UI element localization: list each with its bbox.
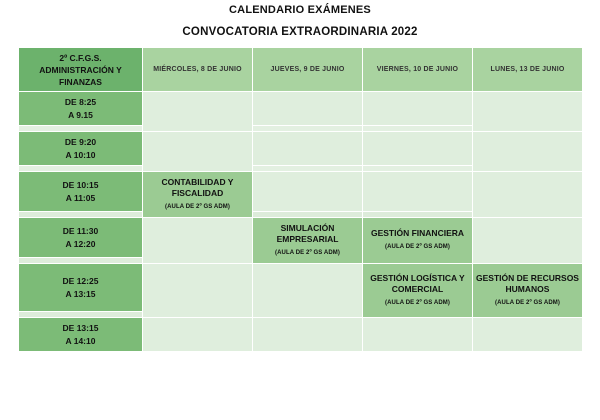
cell-day4-slot4	[473, 218, 583, 264]
cell-day1-slot4	[143, 218, 253, 264]
time-slot-6	[19, 318, 143, 352]
time-slot-1-from: DE 8:25	[64, 96, 97, 107]
cell-day2-slot6	[253, 318, 363, 352]
cell-day4-slot3	[473, 172, 583, 218]
exam-recursos-humanos-room: (AULA DE 2º GS ADM)	[495, 299, 560, 306]
header-day-1: MIÉRCOLES, 8 DE JUNIO	[143, 48, 253, 92]
exam-calendar-table	[18, 47, 583, 352]
table-row	[19, 132, 583, 166]
time-slot-6-from: DE 13:15	[62, 322, 99, 333]
exam-contabilidad-y-fiscalidad	[143, 172, 253, 218]
cell-day3-slot6	[363, 318, 473, 352]
cell-day2-slot1	[253, 92, 363, 126]
table-row	[19, 264, 583, 312]
time-slot-3-to: A 11:05	[65, 192, 96, 203]
time-slot-5-from: DE 12:25	[62, 275, 99, 286]
time-slot-1-to: A 9.15	[68, 109, 93, 120]
cell-day1-slot1	[143, 92, 253, 132]
cell-day2-slot3	[253, 172, 363, 212]
time-slot-5-to: A 13:15	[65, 288, 96, 299]
cell-day4-slot1	[473, 92, 583, 132]
cell-day1-slot5	[143, 264, 253, 318]
time-slot-4	[19, 218, 143, 258]
exam-gestion-logistica-room: (AULA DE 2º GS ADM)	[385, 299, 450, 306]
header-day-3: VIERNES, 10 DE JUNIO	[363, 48, 473, 92]
time-slot-2-to: A 10:10	[65, 149, 96, 160]
time-slot-1	[19, 92, 143, 126]
table-row	[19, 92, 583, 126]
table-row	[19, 318, 583, 352]
header-course-title: 2º C.F.G.S. ADMINISTRACIÓN Y FINANZAS	[19, 48, 143, 92]
cell-day1-slot6	[143, 318, 253, 352]
table-row	[19, 218, 583, 258]
exam-contabilidad-name: CONTABILIDAD Y FISCALIDAD	[161, 176, 234, 198]
cell-day2-slot2	[253, 132, 363, 166]
exam-gestion-financiera-name: GESTIÓN FINANCIERA	[370, 228, 465, 238]
time-slot-3	[19, 172, 143, 212]
time-slot-6-to: A 14:10	[65, 335, 96, 346]
calendar-table-wrapper	[0, 47, 600, 352]
cell-day1-slot2	[143, 132, 253, 172]
cell-day3-slot2	[363, 132, 473, 166]
exam-gestion-logistica-name: GESTIÓN LOGÍSTICA Y COMERCIAL	[370, 272, 465, 294]
header-day-2: JUEVES, 9 DE JUNIO	[253, 48, 363, 92]
cell-day3-slot1	[363, 92, 473, 126]
time-slot-3-from: DE 10:15	[62, 179, 99, 190]
exam-gestion-financiera	[363, 218, 473, 264]
table-header-row	[19, 48, 583, 92]
cell-day4-slot6	[473, 318, 583, 352]
page-title: CALENDARIO EXÁMENES	[229, 4, 371, 16]
time-slot-2	[19, 132, 143, 166]
time-slot-5	[19, 264, 143, 312]
exam-gestion-logistica-y-comercial	[363, 264, 473, 318]
page-subtitle: CONVOCATORIA EXTRAORDINARIA 2022	[182, 26, 418, 38]
exam-simulacion-empresarial	[253, 218, 363, 264]
exam-simulacion-room: (AULA DE 2º GS ADM)	[275, 249, 340, 256]
time-slot-4-to: A 12:20	[65, 238, 96, 249]
time-slot-2-from: DE 9:20	[64, 136, 97, 147]
cell-day4-slot2	[473, 132, 583, 172]
time-slot-4-from: DE 11:30	[62, 225, 99, 236]
cell-day3-slot3	[363, 172, 473, 212]
exam-recursos-humanos-name: GESTIÓN DE RECURSOS HUMANOS	[476, 272, 579, 294]
header-day-4: LUNES, 13 DE JUNIO	[473, 48, 583, 92]
exam-gestion-financiera-room: (AULA DE 2º GS ADM)	[385, 244, 450, 250]
exam-gestion-recursos-humanos	[473, 264, 583, 318]
table-row	[19, 172, 583, 212]
exam-contabilidad-room: (AULA DE 2º GS ADM)	[165, 203, 230, 210]
document-titles	[0, 0, 600, 40]
cell-day2-slot5	[253, 264, 363, 318]
exam-simulacion-name: SIMULACIÓN EMPRESARIAL	[276, 222, 339, 244]
